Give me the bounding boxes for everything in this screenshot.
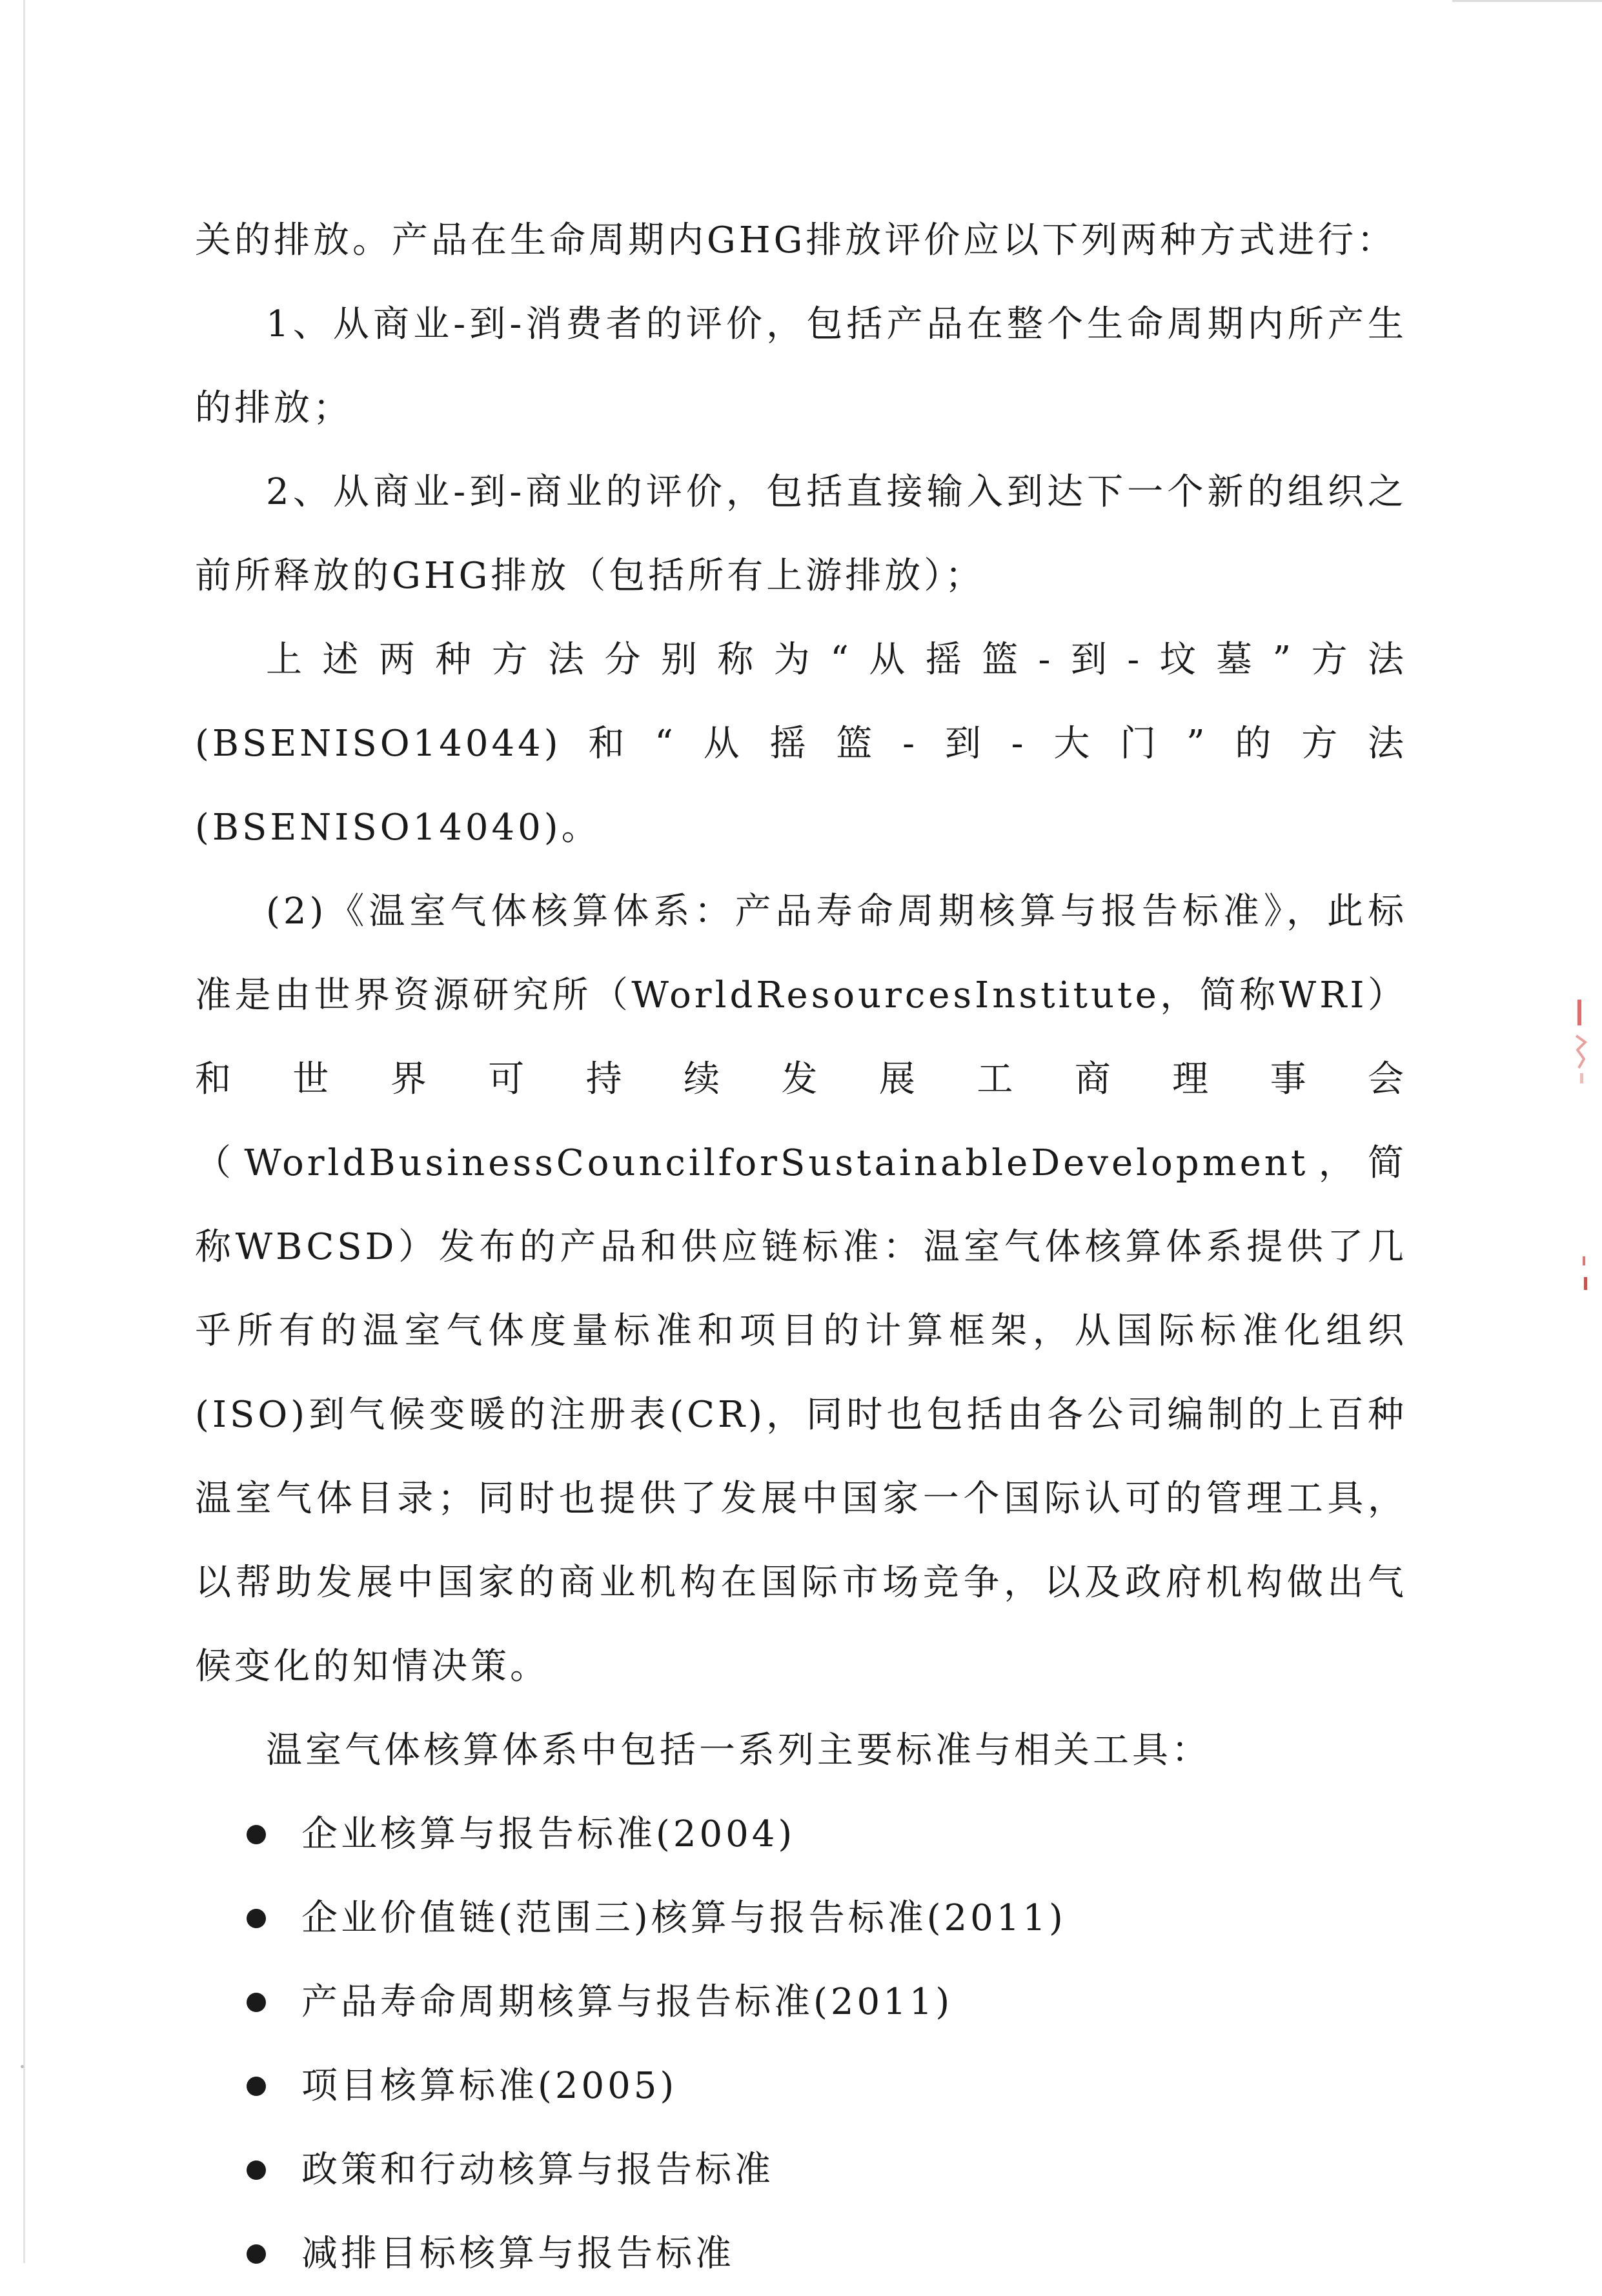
paragraph-methods-naming: 上述两种方法分别称为“从摇篮-到-坟墓”方法(BSENISO14044)和“从摇篮-到-大门”的方法(BSENISO14040)。 [195,639,1407,849]
document-body [195,199,1407,2296]
seal-fragment-icon [1574,997,1588,1087]
list-item [195,2128,1407,2212]
paragraph-standards-intro: 温室气体核算体系中包括一系列主要标准与相关工具： [266,1729,1211,1771]
list-item-text: 政策和行动核算与报告标准 [301,2149,774,2191]
bullet-icon [247,1825,266,1844]
list-item-text: 项目核算标准(2005) [301,2065,678,2107]
bullet-icon [247,2077,266,2096]
scan-left-edge [23,0,25,2263]
bullet-icon [247,1993,266,2012]
scan-top-edge [1452,0,1602,2]
paragraph-method-2: 2、从商业-到-商业的评价，包括直接输入到达下一个新的组织之前所释放的GHG排放（包括所有上游排放）； [195,471,1407,597]
list-item-text: 企业核算与报告标准(2004) [301,1813,796,1855]
list-item [195,1877,1407,1960]
bullet-icon [247,1909,266,1928]
list-item [195,2044,1407,2128]
list-item [195,2212,1407,2296]
list-item [195,1960,1407,2044]
paragraph-continuation: 关的排放。产品在生命周期内GHG排放评价应以下列两种方式进行： [195,219,1397,261]
paragraph-ghg-protocol: (2)《温室气体核算体系：产品寿命周期核算与报告标准》，此标准是由世界资源研究所（WorldResourcesInstitute，简称WRI）和世界可持续发展工商理事会（WorldBusinessCouncilforSustainableDevelopment，简称WBCSD）发布的产品和供应链标准：温室气体核算体系提供了几乎所有的温室气体度量标准和项目的计算框架，从国际标准化组织(ISO)到气候变暖的注册表(CR)，同时也包括由各公司编制的上百种温室气体目录；同时也提供了发展中国家一个国际认可的管理工具，以帮助发展中国家的商业机构在国际市场竞争，以及政府机构做出气候变化的知情决策。 [195,891,1407,1687]
bullet-icon [247,2160,266,2180]
paragraph-method-1: 1、从商业-到-消费者的评价，包括产品在整个生命周期内所产生的排放； [195,303,1407,429]
seal-fragment-icon-2 [1580,1255,1589,1294]
bullet-icon [247,2244,266,2264]
standards-list [195,1793,1407,2296]
list-item-text: 产品寿命周期核算与报告标准(2011) [301,1981,953,2023]
scan-speck [21,2065,24,2068]
list-item-text: 减排目标核算与报告标准 [301,2233,735,2275]
list-item-text: 企业价值链(范围三)核算与报告标准(2011) [301,1897,1066,1939]
list-item [195,1793,1407,1877]
